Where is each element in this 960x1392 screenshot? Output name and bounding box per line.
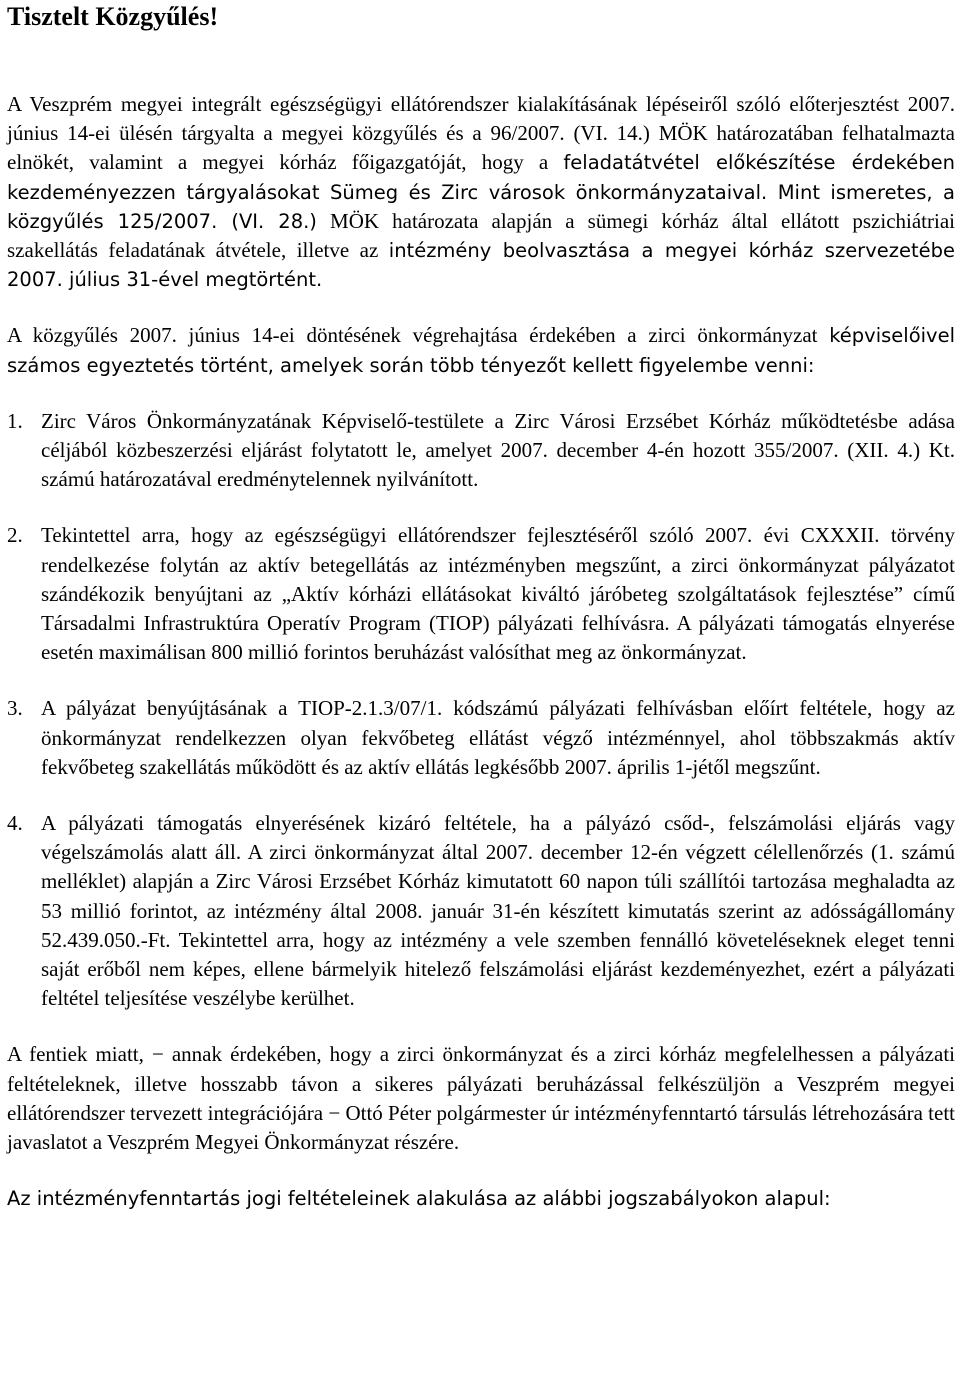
- spacer: [7, 380, 955, 407]
- context-text-sans: képviselőivel számos egyeztetés történt, amelyek során több tényezőt kellett figyelembe venni:: [7, 324, 955, 377]
- closing-paragraph: A fentiek miatt, − annak érdekében, hogy a zirci önkormányzat és a zirci kórház megfelelhessen a pályázati feltételeknek, illetve hosszabb távon a sikeres pályázati beruházással felkészüljön a Veszprém megyei ellátórendszer tervezett integrációjára − Ottó Péter polgármester úr intézményfenntartó társulás létrehozására tett javaslatot a Veszprém Megyei Önkormányzat részére.: [7, 1042, 955, 1155]
- spacer: [7, 494, 955, 521]
- intro-text-serif-a: A Veszprém megyei integrált egészségügyi ellátórendszer kialakításának lépéseiről szóló előterjesztést 2007. június 14-ei ülésén tárgyalta a megyei közgyűlés és a 96/2007. (VI. 14.) MÖK határozatában felhatalmazta elnökét, valamint a megyei kórház főigazgatóját, hogy a: [7, 92, 955, 175]
- spacer: [7, 667, 955, 694]
- list-item-number: 2.: [7, 523, 23, 548]
- spacer: [7, 32, 955, 90]
- list-item-text: Tekintettel arra, hogy az egészségügyi ellátórendszer fejlesztéséről szóló 2007. évi CXXXII. törvény rendelkezése folytán az aktív betegellátás az intézményben megszűnt, a zirci önkormányzat pályázatot szándékozik benyújtani az „Aktív kórházi ellátásokat kiváltó járóbeteg szolgáltatások fejlesztése” című Társadalmi Infrastruktúra Operatív Program (TIOP) pályázati felhívásra. A pályázati támogatás elnyerése esetén maximálisan 800 millió forintos beruházást valósíthat meg az önkormányzat.: [41, 523, 955, 665]
- document-page: [7, 0, 955, 1214]
- spacer: [7, 294, 955, 321]
- context-paragraph: [7, 321, 955, 379]
- final-paragraph: Az intézményfenntartás jogi feltételeinek alakulása az alábbi jogszabályokon alapul:: [7, 1187, 831, 1211]
- list-item: [7, 521, 955, 667]
- list-item-text: A pályázat benyújtásának a TIOP-2.1.3/07/1. kódszámú pályázati felhívásban előírt feltétele, hogy az önkormányzat rendelkezzen olyan fekvőbeteg ellátást végző intézménnyel, ahol többszakmás aktív fekvőbeteg szakellátás működött és az aktív ellátás legkésőbb 2007. április 1-jétől megszűnt.: [41, 696, 955, 779]
- page-title: Tisztelt Közgyűlés!: [7, 2, 219, 31]
- intro-paragraph: [7, 90, 955, 294]
- spacer: [7, 782, 955, 809]
- list-item: [7, 407, 955, 495]
- list-item-text: A pályázati támogatás elnyerésének kizáró feltétele, ha a pályázó csőd-, felszámolási eljárás vagy végelszámolás alatt áll. A zirci önkormányzat által 2007. december 12-én végzett célellenőrzés (1. számú melléklet) alapján a Zirc Városi Erzsébet Kórház kimutatott 60 napon túli szállítói tartozása meghaladta az 53 millió forintot, az intézmény által 2008. január 31-én készített kimutatás szerint az adósságállomány 52.439.050.-Ft. Tekintettel arra, hogy az intézmény a vele szemben fennálló követeléseknek eleget tenni saját erőből nem képes, ellene bármelyik hitelező felszámolási eljárást kezdeményezhet, ezért a pályázati feltétel teljesítése veszélybe kerülhet.: [41, 811, 955, 1011]
- spacer: [7, 1157, 955, 1184]
- list-item: [7, 694, 955, 782]
- intro-text-sans-b: intézmény beolvasztása a megyei kórház szervezetébe 2007. július 31-ével megtörtént.: [7, 239, 955, 292]
- list-item-number: 3.: [7, 696, 23, 721]
- intro-text-sans-a: feladatátvétel előkészítése érdekében kezdeményezzen tárgyalásokat Sümeg és Zirc városok önkormányzataival. Mint ismeretes, a közgyűlés 125/2007. (VI. 28.): [7, 151, 955, 233]
- spacer: [7, 1013, 955, 1040]
- intro-text-serif-b: MÖK határozata alapján a sümegi kórház által ellátott pszichiátriai szakellátás feladatának átvétele, illetve az: [7, 208, 955, 263]
- list-item-number: 1.: [7, 408, 23, 433]
- list-item: [7, 809, 955, 1013]
- list-item-number: 4.: [7, 811, 23, 836]
- context-text-serif: A közgyűlés 2007. június 14-ei döntésének végrehajtása érdekében a zirci önkormányzat: [7, 323, 830, 348]
- list-item-text: Zirc Város Önkormányzatának Képviselő-testülete a Zirc Városi Erzsébet Kórház működtetésbe adása céljából közbeszerzési eljárást folytatott le, amelyet 2007. december 4-én hozott 355/2007. (XII. 4.) Kt. számú határozatával eredménytelennek nyilvánított.: [41, 408, 955, 492]
